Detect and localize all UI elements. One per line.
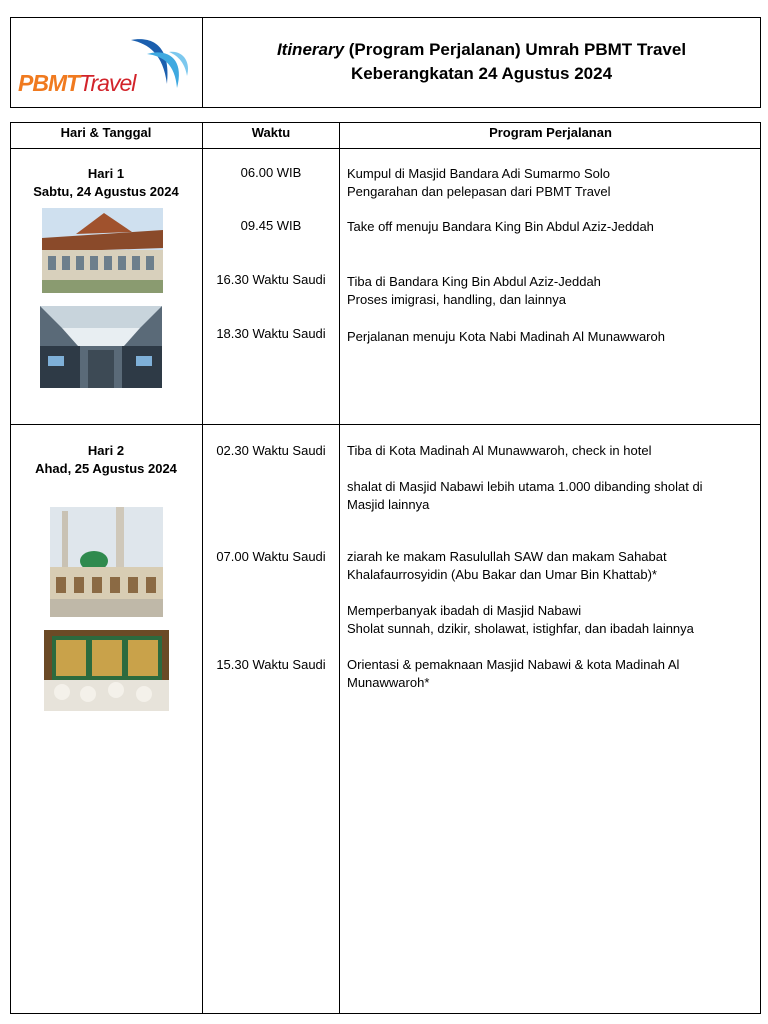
- rawdah-photo: [44, 630, 169, 711]
- day1-time-1: 06.00 WIB: [240, 165, 302, 180]
- nabawi-mosque-photo: [50, 507, 163, 617]
- logo-text-travel: Travel: [79, 70, 136, 96]
- pbmt-travel-logo: [18, 32, 193, 98]
- day2-program-1: Tiba di Kota Madinah Al Munawwaroh, check in hotel: [347, 443, 652, 458]
- day1-label: Hari 1: [87, 166, 125, 181]
- day2-program-4: ziarah ke makam Rasulullah SAW dan makam Sahabat: [347, 549, 667, 564]
- header-row-divider: [10, 148, 761, 149]
- column-header-day: Hari & Tanggal: [60, 125, 152, 140]
- column-divider-1: [202, 122, 203, 1014]
- airport-photo: [42, 208, 163, 293]
- day2-program-3: Masjid lainnya: [347, 497, 430, 512]
- day2-program-5: Khalafaurrosyidin (Abu Bakar dan Umar Bin Khattab)*: [347, 567, 657, 582]
- title-italic: Itinerary: [276, 40, 345, 59]
- day1-date: Sabtu, 24 Agustus 2024: [33, 184, 179, 199]
- day1-program-2: Pengarahan dan pelepasan dari PBMT Travel: [347, 184, 611, 199]
- day2-time-1: 02.30 Waktu Saudi: [216, 443, 326, 458]
- column-header-time: Waktu: [251, 125, 291, 140]
- day2-time-3: 15.30 Waktu Saudi: [216, 657, 326, 672]
- day2-program-8: Orientasi & pemaknaan Masjid Nabawi & kota Madinah Al: [347, 657, 680, 672]
- column-header-program: Program Perjalanan: [489, 125, 612, 140]
- day2-program-9: Munawwaroh*: [347, 675, 430, 690]
- day1-program-6: Perjalanan menuju Kota Nabi Madinah Al Munawwaroh: [347, 329, 665, 344]
- page-subtitle: Keberangkatan 24 Agustus 2024: [350, 64, 613, 83]
- logo-text-pbmt: PBMT: [18, 70, 80, 96]
- day2-program-2: shalat di Masjid Nabawi lebih utama 1.000 dibanding sholat di: [347, 479, 703, 494]
- day2-program-6: Memperbanyak ibadah di Masjid Nabawi: [347, 603, 582, 618]
- column-divider-2: [339, 122, 340, 1014]
- day1-time-4: 18.30 Waktu Saudi: [216, 326, 326, 341]
- day1-program-4: Tiba di Bandara King Bin Abdul Aziz-Jeddah: [347, 274, 601, 289]
- day1-program-1: Kumpul di Masjid Bandara Adi Sumarmo Solo: [347, 166, 611, 181]
- cabin-photo: [40, 306, 162, 388]
- day2-program-7: Sholat sunnah, dzikir, sholawat, istighfar, dan ibadah lainnya: [347, 621, 694, 636]
- day2-date: Ahad, 25 Agustus 2024: [35, 461, 177, 476]
- day2-label: Hari 2: [87, 443, 125, 458]
- day-row-divider: [10, 424, 761, 425]
- day1-program-5: Proses imigrasi, handling, dan lainnya: [347, 292, 566, 307]
- day1-program-3: Take off menuju Bandara King Bin Abdul Aziz-Jeddah: [347, 219, 654, 234]
- day2-time-2: 07.00 Waktu Saudi: [216, 549, 326, 564]
- title-rest: (Program Perjalanan) Umrah PBMT Travel: [344, 40, 687, 59]
- page-title: [203, 38, 760, 62]
- day1-time-2: 09.45 WIB: [240, 218, 302, 233]
- day1-time-3: 16.30 Waktu Saudi: [216, 272, 326, 287]
